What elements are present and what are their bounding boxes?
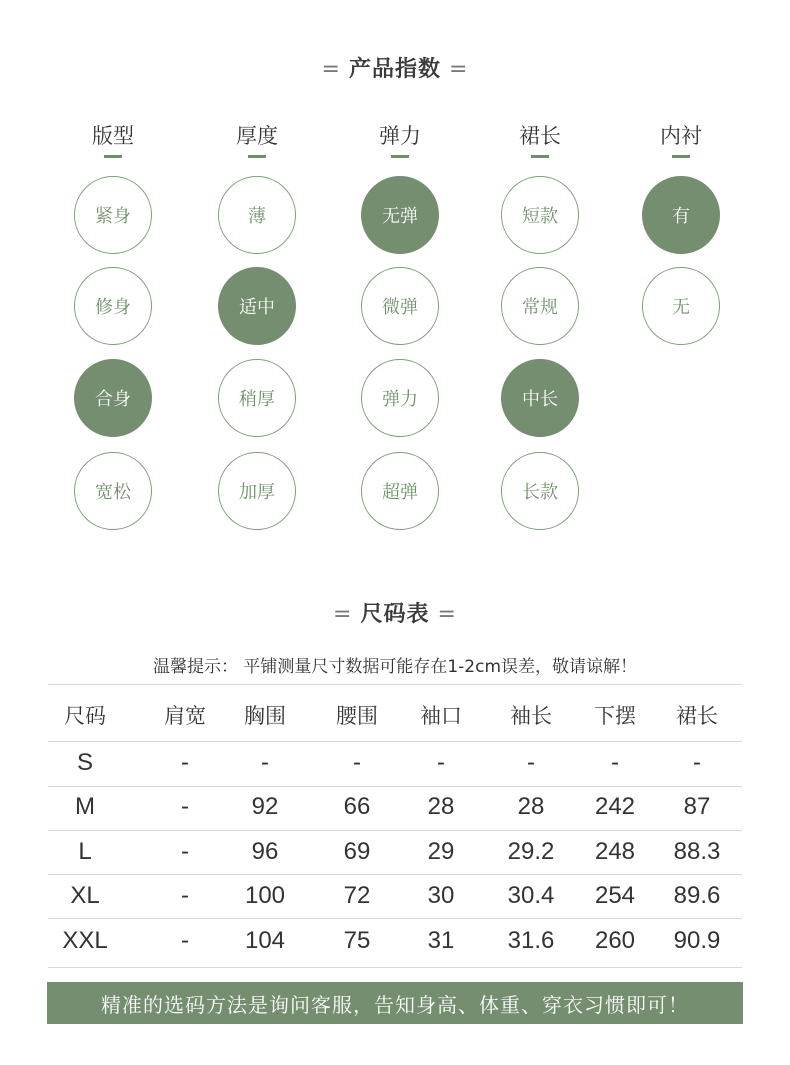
size-section-title (0, 597, 790, 628)
table-cell: M (75, 793, 95, 820)
table-cell: 89.6 (673, 882, 721, 909)
index-section-title (0, 52, 790, 83)
table-cell: 31.6 (507, 927, 555, 954)
index-option-circle: 加厚 (218, 452, 296, 530)
size-title-text: 尺码表 (360, 602, 430, 627)
table-cell: 260 (594, 927, 636, 954)
table-cell: - (181, 927, 189, 954)
title-deco-left: = (321, 57, 341, 82)
table-cell: 31 (427, 927, 455, 954)
table-divider (48, 918, 742, 919)
index-option-circle: 微弹 (361, 267, 439, 345)
table-cell: - (181, 838, 189, 865)
table-cell: - (353, 749, 361, 776)
index-option-circle: 宽松 (74, 452, 152, 530)
table-cell: L (78, 838, 92, 865)
table-divider (48, 786, 742, 787)
table-cell: 87 (683, 793, 711, 820)
table-cell: 28 (427, 793, 455, 820)
index-column-label: 内衬 (660, 124, 702, 148)
table-cell: 66 (343, 793, 371, 820)
table-cell: XL (70, 882, 100, 909)
table-header-cell: 袖长 (510, 704, 552, 728)
index-option-circle: 长款 (501, 452, 579, 530)
column-label-underline (104, 155, 122, 158)
table-cell: 96 (251, 838, 279, 865)
index-title-text: 产品指数 (348, 57, 441, 82)
table-cell: - (437, 749, 445, 776)
table-cell: 90.9 (673, 927, 721, 954)
measurement-tip: 温馨提示： 平铺测量尺寸数据可能存在1-2cm误差，敬请谅解！ (152, 657, 638, 677)
sizing-advice-banner: 精准的选码方法是询问客服，告知身高、体重、穿衣习惯即可！ (47, 982, 743, 1024)
table-header-cell: 下摆 (594, 704, 636, 728)
table-cell: XXL (62, 927, 108, 954)
table-header-cell: 裙长 (676, 704, 718, 728)
table-divider (48, 830, 742, 831)
index-option-circle: 短款 (501, 176, 579, 254)
table-cell: 75 (343, 927, 371, 954)
table-cell: 92 (251, 793, 279, 820)
index-option-circle: 超弹 (361, 452, 439, 530)
table-cell: 100 (244, 882, 286, 909)
table-header-cell: 袖口 (420, 704, 462, 728)
index-option-circle: 中长 (501, 359, 579, 437)
index-option-circle: 薄 (218, 176, 296, 254)
table-divider (48, 684, 742, 685)
table-cell: 69 (343, 838, 371, 865)
index-option-circle: 弹力 (361, 359, 439, 437)
column-label-underline (672, 155, 690, 158)
title-deco-right: = (449, 57, 469, 82)
index-column-label: 版型 (92, 124, 134, 148)
table-cell: 29.2 (507, 838, 555, 865)
table-cell: 254 (594, 882, 636, 909)
table-cell: - (693, 749, 701, 776)
title-deco-left: = (333, 602, 353, 627)
table-header-cell: 胸围 (244, 704, 286, 728)
index-column-label: 裙长 (519, 124, 561, 148)
index-option-circle: 适中 (218, 267, 296, 345)
index-option-circle: 修身 (74, 267, 152, 345)
table-cell: 248 (594, 838, 636, 865)
table-cell: - (261, 749, 269, 776)
column-label-underline (391, 155, 409, 158)
column-label-underline (531, 155, 549, 158)
table-cell: 29 (427, 838, 455, 865)
table-cell: - (181, 749, 189, 776)
table-cell: 88.3 (673, 838, 721, 865)
index-option-circle: 稍厚 (218, 359, 296, 437)
table-cell: - (181, 882, 189, 909)
index-option-circle: 紧身 (74, 176, 152, 254)
table-cell: 72 (343, 882, 371, 909)
index-option-circle: 无弹 (361, 176, 439, 254)
index-column-label: 弹力 (379, 124, 421, 148)
table-cell: 30 (427, 882, 455, 909)
table-header-cell: 尺码 (64, 704, 106, 728)
table-cell: 28 (517, 793, 545, 820)
table-cell: 30.4 (507, 882, 555, 909)
table-divider (48, 874, 742, 875)
index-column-label: 厚度 (236, 124, 278, 148)
table-divider (48, 741, 742, 742)
table-divider (48, 967, 742, 968)
table-header-cell: 腰围 (336, 704, 378, 728)
table-cell: 104 (244, 927, 286, 954)
title-deco-right: = (437, 602, 457, 627)
table-cell: - (527, 749, 535, 776)
table-cell: S (76, 749, 93, 776)
column-label-underline (248, 155, 266, 158)
index-option-circle: 常规 (501, 267, 579, 345)
index-option-circle: 有 (642, 176, 720, 254)
table-header-cell: 肩宽 (164, 704, 206, 728)
table-cell: - (181, 793, 189, 820)
index-option-circle: 无 (642, 267, 720, 345)
table-cell: 242 (594, 793, 636, 820)
index-option-circle: 合身 (74, 359, 152, 437)
table-cell: - (611, 749, 619, 776)
